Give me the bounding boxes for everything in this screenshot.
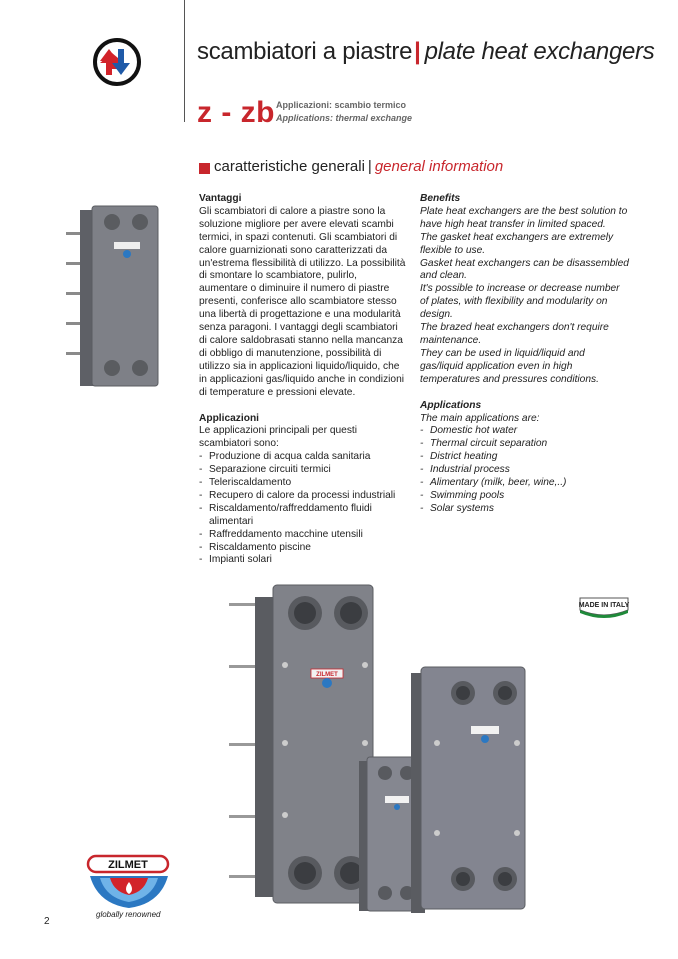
list-item: - District heating (420, 451, 630, 464)
english-column (420, 193, 630, 516)
list-item: - Riscaldamento piscine (199, 542, 407, 555)
benefits-line: The brazed heat exchangers don't require maintenance. (420, 322, 609, 346)
page-title (197, 38, 654, 66)
small-heat-exchanger-image (62, 202, 164, 390)
section-title-it: caratteristiche generali (214, 158, 365, 175)
title-separator: | (414, 38, 421, 65)
list-item: - Solar systems (420, 503, 630, 516)
benefits-line: Gasket heat exchangers can be disassembled and clean. (420, 257, 629, 282)
benefits-text-it: Gli scambiatori di calore a piastre sono la soluzione migliore per avere elevati scambi termici, in spazi contenuti. Gli scambiatori di calore guarnizionati sono caratterizzati da un'estrema flessibilità di utilizzo. La possibilità di smontare lo scambiatore, pulirlo, aumentare o diminuire il numero di piastre presenti, conferisce allo scambiatore stesso una libertà di progettazione e una modularità senza paragoni. I vantaggi degli scambiatori di calore saldobrasati stanno nella mancanza di obbligo di manutenzione, possibilità di utilizzo sia in applicazioni liquido/liquido, che in applicazioni gas/liquido anche in condizioni di temperature e pressioni elevate. (199, 205, 406, 398)
list-item: - Separazione circuiti termici (199, 464, 407, 477)
italian-column (199, 193, 407, 567)
applications-heading-en: Applications (420, 399, 482, 411)
brand-name: ZILMET (108, 859, 148, 871)
benefits-line: It's possible to increase or decrease number of plates, with flexibility and modularity on design. (420, 283, 620, 321)
list-item: - Impianti solari (199, 554, 407, 567)
medium-exchanger (411, 667, 525, 913)
applications-subtitle-en: Applications: thermal exchange (276, 113, 413, 123)
section-separator: | (367, 158, 372, 175)
benefits-heading-en: Benefits (420, 193, 461, 204)
applications-heading-it: Applicazioni (199, 412, 259, 424)
list-item: - Produzione di acqua calda sanitaria (199, 451, 407, 464)
list-item: - Teleriscaldamento (199, 477, 407, 490)
list-item: - Domestic hot water (420, 425, 630, 438)
applications-list-it (199, 451, 407, 567)
benefits-line: They can be used in liquid/liquid and gas/liquid application even in high temperatures and pressures conditions. (420, 347, 599, 385)
section-title-en: general information (374, 158, 504, 175)
list-item: - Recupero di calore da processi industriali (199, 490, 407, 503)
list-item: - Industrial process (420, 464, 630, 477)
section-marker (199, 163, 210, 174)
applications-intro-it: Le applicazioni principali per questi scambiatori sono: (199, 425, 358, 450)
model-name: z - zb (197, 96, 275, 129)
title-english: plate heat exchangers (424, 38, 655, 65)
brand-tagline: globally renowned (96, 910, 161, 919)
device-brand-label: ZILMET (316, 672, 338, 678)
applications-intro-en: The main applications are: (420, 412, 540, 424)
applications-subtitle-it: Applicazioni: scambio termico (276, 100, 407, 110)
large-exchanger (229, 585, 373, 903)
page-number: 2 (44, 916, 50, 927)
list-item: - Swimming pools (420, 490, 630, 503)
made-in-italy-badge (578, 596, 630, 618)
section-heading (214, 158, 503, 175)
list-item: - Alimentary (milk, beer, wine,..) (420, 477, 630, 490)
made-in-italy-label: MADE IN ITALY (578, 602, 630, 609)
heat-exchange-arrows-icon (92, 37, 142, 87)
title-italian: scambiatori a piastre (197, 38, 413, 65)
list-item: - Raffreddamento macchine utensili (199, 529, 407, 542)
benefits-line: The gasket heat exchangers are extremely flexible to use. (420, 231, 614, 256)
benefits-heading-it: Vantaggi (199, 193, 242, 204)
header-divider (184, 0, 185, 122)
list-item: - Thermal circuit separation (420, 438, 630, 451)
plate-heat-exchangers-image (225, 575, 555, 915)
applications-list-en (420, 425, 630, 515)
benefits-line: Plate heat exchangers are the best solution to have high heat transfer in limited spaced. (420, 205, 628, 230)
list-item: - Riscaldamento/raffreddamento fluidi alimentari (199, 503, 407, 529)
